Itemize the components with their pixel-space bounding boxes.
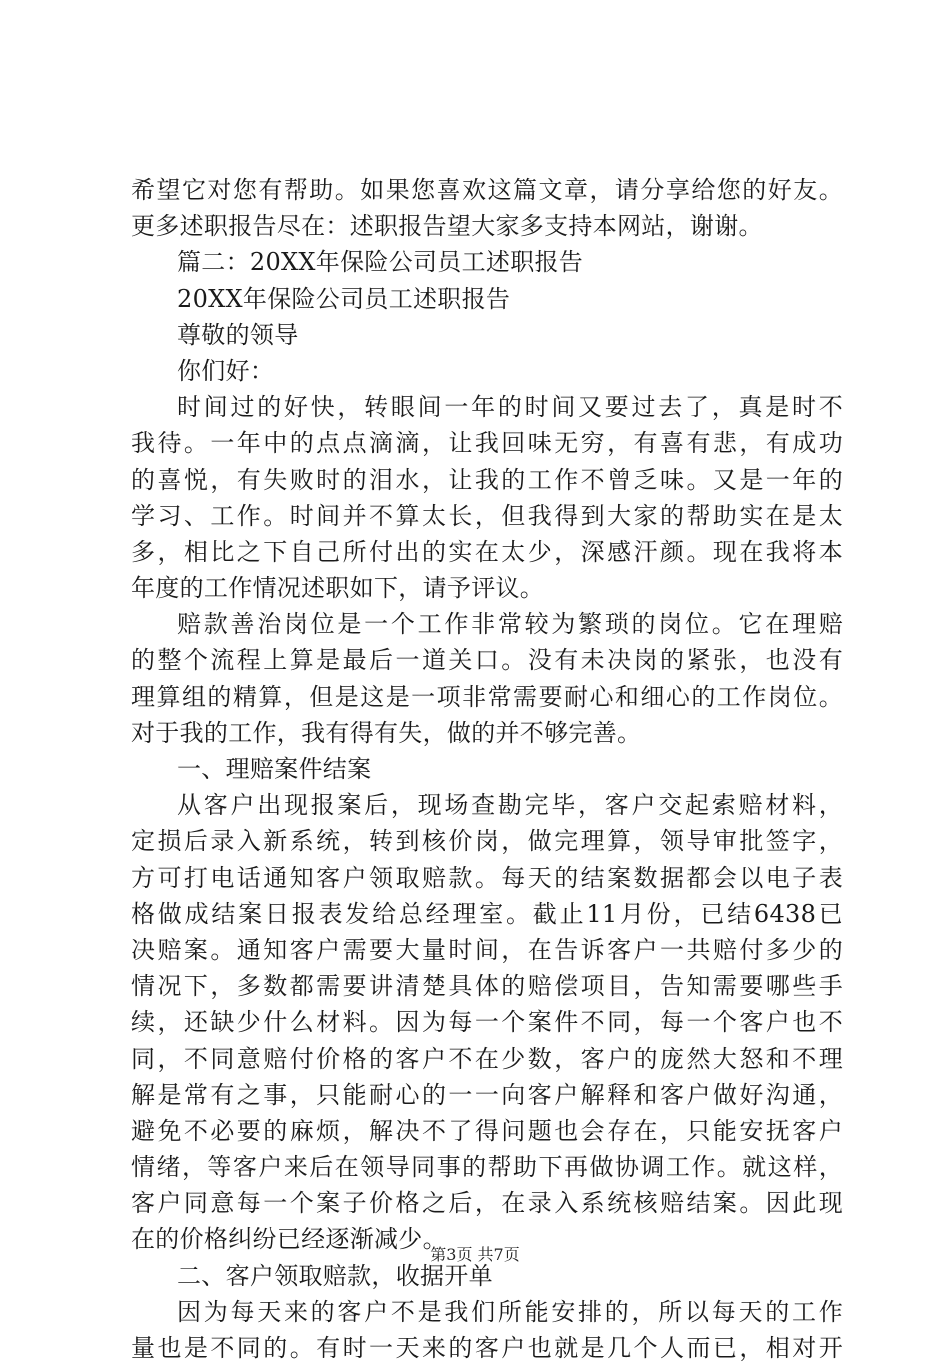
text-line: 决赔案。通知客户需要大量时间，在告诉客户一共赔付多少的 bbox=[131, 935, 843, 964]
text-line: 情况下，多数都需要讲清楚具体的赔偿项目，告知需要哪些手 bbox=[131, 972, 843, 1001]
text-line: 情绪，等客户来后在领导同事的帮助下再做协调工作。就这样， bbox=[131, 1153, 843, 1182]
text-line: 量也是不同的。有时一天来的客户也就是几个人而已，相对开 bbox=[131, 1334, 843, 1362]
text-line: 续，还缺少什么材料。因为每一个案件不同，每一个客户也不 bbox=[131, 1008, 843, 1037]
text-line: 二、客户领取赔款，收据开单 bbox=[177, 1261, 493, 1290]
text-line: 从客户出现报案后，现场查勘完毕，客户交起索赔材料， bbox=[177, 791, 843, 820]
text-line: 避免不必要的麻烦，解决不了得问题也会存在，只能安抚客户 bbox=[131, 1116, 843, 1145]
text-line: 定损后录入新系统，转到核价岗，做完理算，领导审批签字， bbox=[131, 827, 843, 856]
text-line: 方可打电话通知客户领取赔款。每天的结案数据都会以电子表 bbox=[131, 863, 843, 892]
text-line: 时间过的好快，转眼间一年的时间又要过去了，真是时不 bbox=[177, 393, 843, 422]
text-line: 尊敬的领导 bbox=[177, 320, 299, 349]
text-line: 20XX年保险公司员工述职报告 bbox=[177, 284, 511, 313]
text-line: 我待。一年中的点点滴滴，让我回味无穷，有喜有悲，有成功 bbox=[131, 429, 843, 458]
text-line: 理算组的精算，但是这是一项非常需要耐心和细心的工作岗位。 bbox=[131, 682, 843, 711]
text-line: 客户同意每一个案子价格之后，在录入系统核赔结案。因此现 bbox=[131, 1189, 843, 1218]
text-line: 希望它对您有帮助。如果您喜欢这篇文章，请分享给您的好友。 bbox=[131, 176, 843, 204]
text-line: 对于我的工作，我有得有失，做的并不够完善。 bbox=[131, 718, 642, 747]
text-line: 学习、工作。时间并不算太长，但我得到大家的帮助实在是太 bbox=[131, 501, 843, 530]
text-line: 更多述职报告尽在：述职报告望大家多支持本网站，谢谢。 bbox=[131, 212, 763, 241]
text-line: 一、理赔案件结案 bbox=[177, 755, 372, 783]
text-line: 年度的工作情况述职如下，请予评议。 bbox=[131, 574, 545, 603]
text-line: 篇二：20XX年保险公司员工述职报告 bbox=[177, 248, 584, 277]
text-line: 同，不同意赔付价格的客户不在少数，客户的庞然大怒和不理 bbox=[131, 1044, 843, 1073]
document-body bbox=[131, 172, 843, 1366]
text-line: 因为每天来的客户不是我们所能安排的，所以每天的工作 bbox=[177, 1297, 843, 1326]
text-line: 的整个流程上算是最后一道关口。没有未决岗的紧张，也没有 bbox=[131, 646, 843, 675]
text-line: 的喜悦，有失败时的泪水，让我的工作不曾乏味。又是一年的 bbox=[131, 465, 843, 494]
text-line: 赔款善治岗位是一个工作非常较为繁琐的岗位。它在理赔 bbox=[177, 610, 843, 639]
text-line: 在的价格纠纷已经逐渐减少。 bbox=[131, 1225, 447, 1254]
page-footer: 第3页 共7页 bbox=[430, 1245, 520, 1264]
text-line: 解是常有之事，只能耐心的一一向客户解释和客户做好沟通， bbox=[131, 1080, 843, 1109]
text-line: 多，相比之下自己所付出的实在太少，深感汗颜。现在我将本 bbox=[131, 537, 843, 566]
text-line: 你们好： bbox=[177, 356, 275, 385]
text-line: 格做成结案日报表发给总经理室。截止11月份，已结6438已 bbox=[131, 899, 843, 928]
